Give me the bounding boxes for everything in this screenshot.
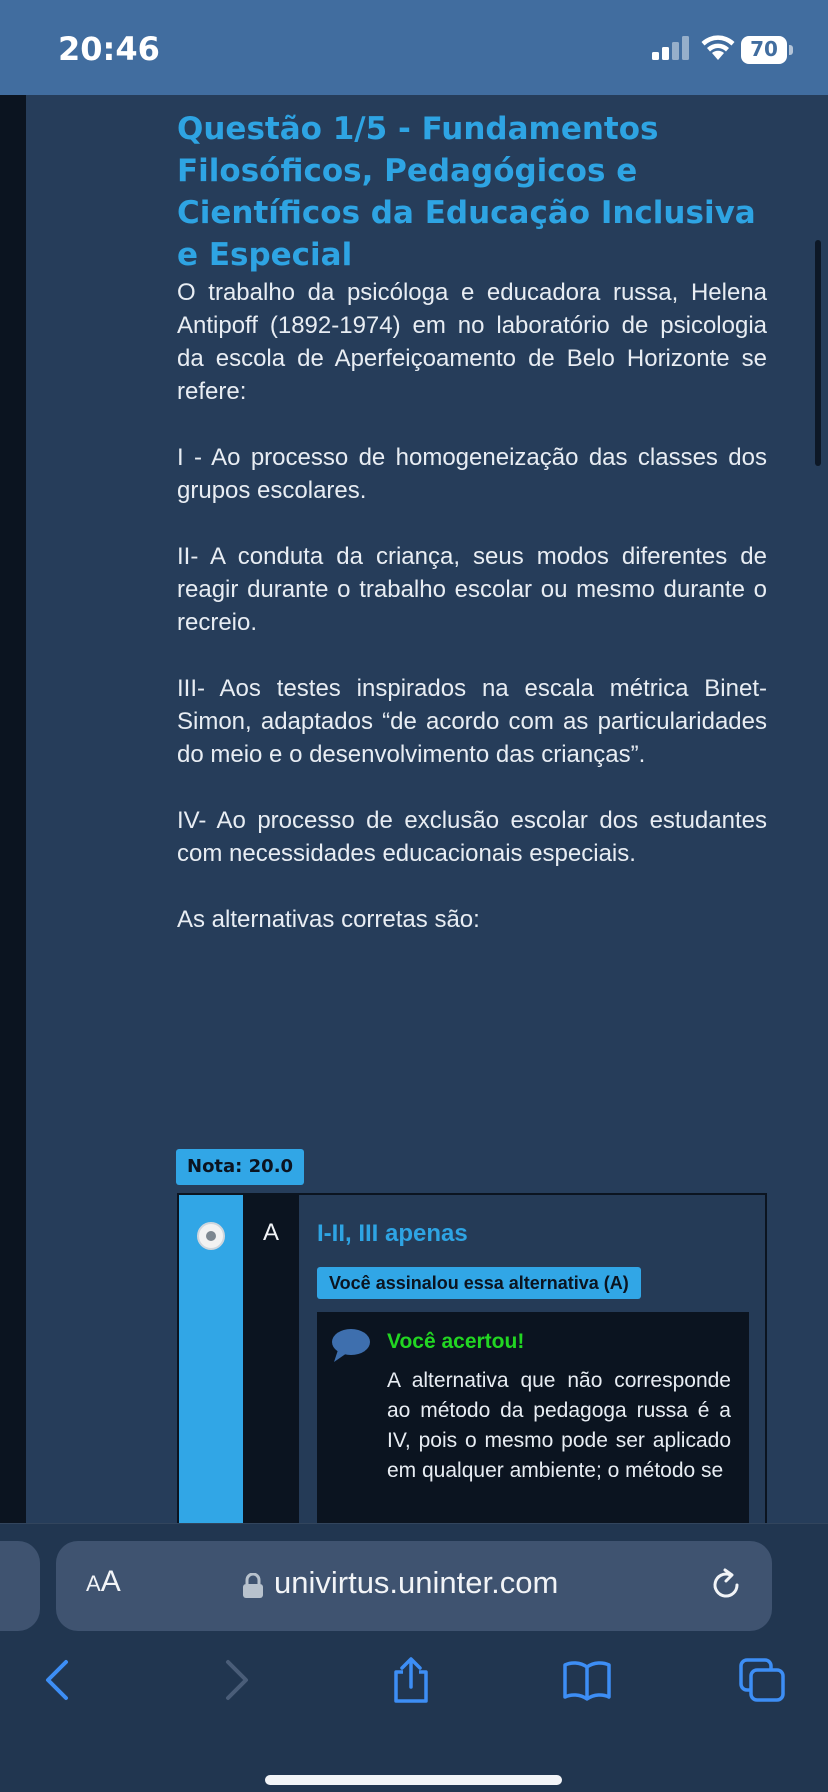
answer-radio[interactable] <box>197 1222 225 1250</box>
question-prompt: As alternativas corretas são: <box>177 906 480 933</box>
home-indicator[interactable] <box>265 1775 562 1785</box>
url-text: univirtus.uninter.com <box>274 1565 559 1600</box>
battery-tip <box>789 45 793 55</box>
back-icon[interactable] <box>38 1657 78 1703</box>
share-icon[interactable] <box>390 1657 432 1703</box>
reload-icon[interactable] <box>708 1567 744 1603</box>
browser-toolbar <box>0 1523 828 1792</box>
scrollbar[interactable] <box>815 240 821 466</box>
feedback-text: A alternativa que não corresponde ao método da pedagoga russa é a IV, pois o mesmo pode ser aplicado em qualquer ambiente; o método se <box>387 1369 731 1482</box>
question-item-4: IV- Ao processo de exclusão escolar dos estudantes com necessidades educacionais especiais. <box>177 807 767 867</box>
status-bar <box>0 0 828 95</box>
feedback-title: Você acertou! <box>387 1330 525 1353</box>
answer-option-a[interactable] <box>177 1193 767 1533</box>
reader-settings-button[interactable] <box>86 1565 121 1599</box>
comment-icon <box>331 1328 371 1364</box>
feedback-box <box>317 1312 749 1533</box>
bookmarks-icon[interactable] <box>562 1657 612 1703</box>
aa-small-letter: A <box>86 1571 101 1596</box>
selected-answer-badge: Você assinalou essa alternativa (A) <box>317 1267 641 1299</box>
battery-level: 70 <box>750 37 778 61</box>
status-time: 20:46 <box>58 30 160 68</box>
signal-icon <box>652 36 692 60</box>
previous-tab-preview[interactable] <box>0 1541 40 1631</box>
question-body <box>177 276 767 936</box>
answer-text: I-II, III apenas <box>317 1220 468 1247</box>
address-bar[interactable] <box>56 1541 772 1631</box>
aa-large-letter: A <box>100 1565 121 1598</box>
wifi-icon <box>700 34 736 62</box>
answer-letter-column <box>243 1195 299 1533</box>
grade-badge: Nota: 20.0 <box>176 1149 304 1185</box>
lock-icon <box>242 1573 264 1599</box>
forward-icon[interactable] <box>216 1657 256 1703</box>
question-item-2: II- A conduta da criança, seus modos diferentes de reagir durante o trabalho escolar ou mesmo durante o recreio. <box>177 543 767 636</box>
radio-dot <box>206 1231 216 1241</box>
question-item-1: I - Ao processo de homogeneização das classes dos grupos escolares. <box>177 444 767 504</box>
question-title: Questão 1/5 - Fundamentos Filosóficos, Pedagógicos e Científicos da Educação Inclusiva e Especial <box>177 111 756 273</box>
question-content <box>177 108 767 936</box>
question-item-3: III- Aos testes inspirados na escala métrica Binet-Simon, adaptados “de acordo com as particularidades do meio e o desenvolvimento das crianças”. <box>177 675 767 768</box>
answer-letter: A <box>262 1219 279 1246</box>
battery-icon <box>741 36 793 64</box>
tabs-icon[interactable] <box>738 1657 786 1703</box>
left-sidebar-strip <box>0 95 26 1525</box>
answer-selection-bar <box>179 1195 243 1533</box>
question-intro: O trabalho da psicóloga e educadora russa, Helena Antipoff (1892-1974) em no laboratório de psicologia da escola de Aperfeiçoamento de Belo Horizonte se refere: <box>177 279 767 405</box>
